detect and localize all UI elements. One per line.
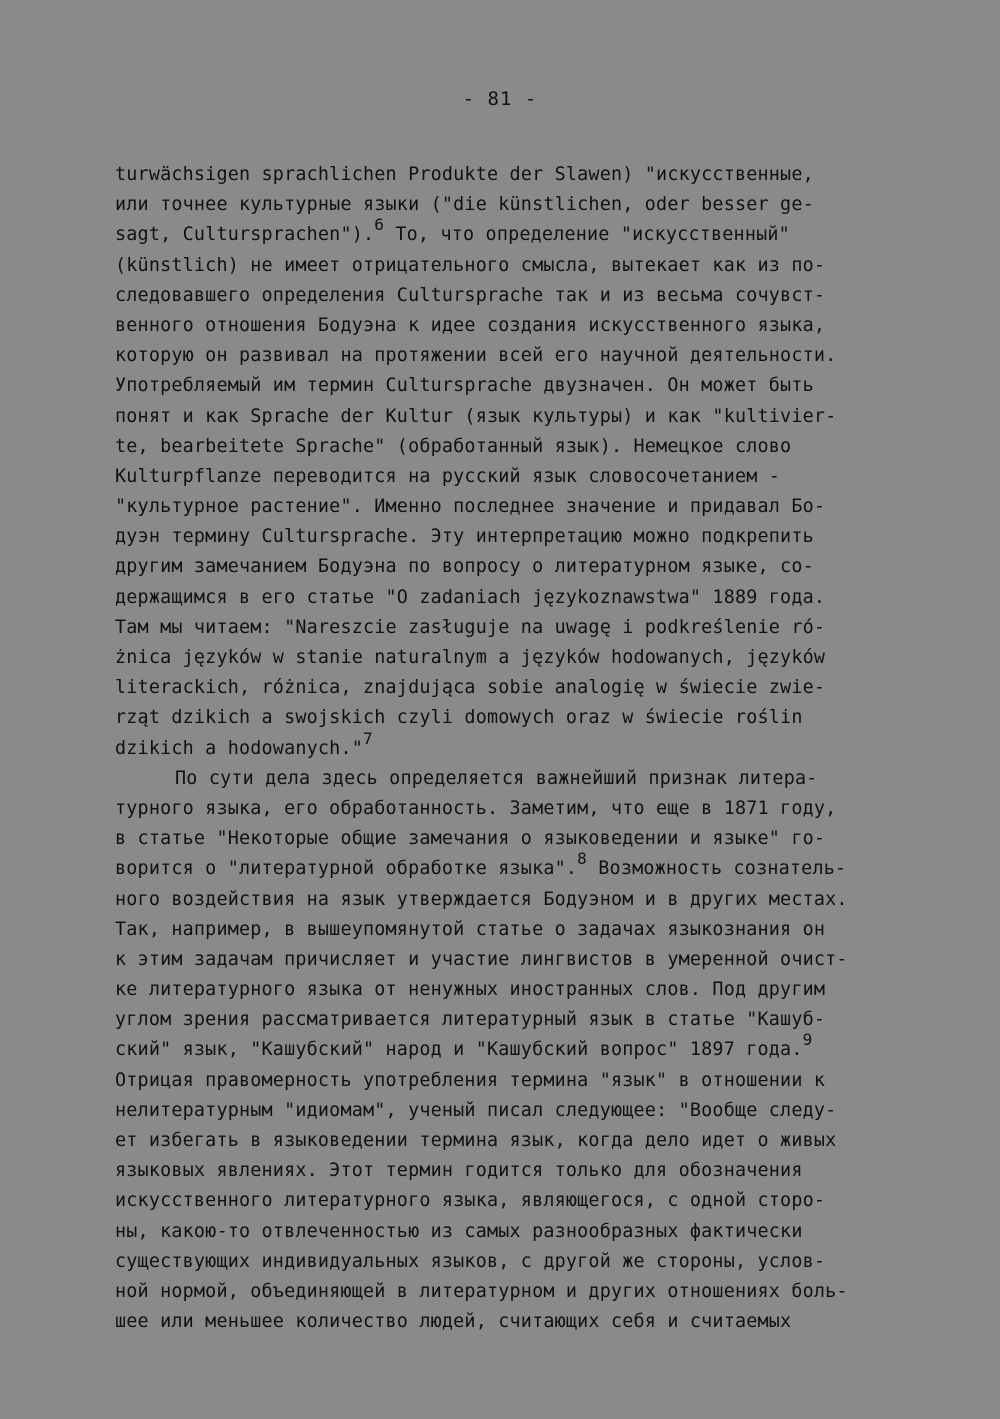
line-text: турного языка, его обработанность. Заметим, что еще в 1871 году, xyxy=(115,797,837,819)
line-text: нелитературным "идиомам", ученый писал следующее: "Вообще следу- xyxy=(115,1099,837,1121)
line-text: к этим задачам причисляет и участие лингвистов в умеренной очист- xyxy=(115,948,848,970)
line-text: или точнее культурные языки ("die künstlichen, oder besser ge- xyxy=(115,194,814,216)
footnote-marker: 7 xyxy=(363,728,373,748)
body-text xyxy=(115,160,905,1337)
text-line xyxy=(115,1126,905,1156)
text-line xyxy=(115,371,905,401)
line-text: ке литературного языка от ненужных иностранных слов. Под другим xyxy=(115,979,826,1001)
line-text-continuation: Возможность сознатель- xyxy=(587,858,847,880)
line-text: существующих индивидуальных языков, с другой же стороны, услов- xyxy=(115,1250,826,1272)
line-text: углом зрения рассматривается литературный язык в статье "Кашуб- xyxy=(115,1009,826,1031)
text-line xyxy=(115,1096,905,1126)
text-line xyxy=(115,1307,905,1337)
text-line xyxy=(115,583,905,613)
text-line xyxy=(115,522,905,552)
text-line xyxy=(115,703,905,733)
text-line xyxy=(115,251,905,281)
text-line xyxy=(115,402,905,432)
text-line xyxy=(115,945,905,975)
line-text: ной нормой, объединяющей в литературном и других отношениях боль- xyxy=(115,1280,848,1302)
text-line xyxy=(115,885,905,915)
text-line xyxy=(115,1277,905,1307)
text-line xyxy=(115,311,905,341)
text-line xyxy=(115,1066,905,1096)
text-line xyxy=(115,794,905,824)
line-text: te, bearbeitete Sprache" (обработанный язык). Немецкое слово xyxy=(115,435,792,457)
text-line xyxy=(115,728,905,764)
text-line xyxy=(115,160,905,190)
line-text: ский" язык, "Кашубский" народ и "Кашубский вопрос" 1897 года. xyxy=(115,1039,803,1061)
text-line xyxy=(115,1030,905,1065)
line-text: По сути дела здесь определяется важнейший признак литера- xyxy=(175,767,818,789)
text-line xyxy=(115,215,905,250)
text-line xyxy=(115,1156,905,1186)
text-line xyxy=(115,975,905,1005)
text-line xyxy=(115,462,905,492)
line-text: Так, например, в вышеупомянутой статье о задачах языкознания он xyxy=(115,918,826,940)
line-text: literackich, różnica, znajdująca sobie analogię w świecie zwie- xyxy=(115,677,826,699)
line-text: sagt, Cultursprachen"). xyxy=(115,224,375,246)
line-text: в статье "Некоторые общие замечания о языковедении и языке" го- xyxy=(115,828,826,850)
text-line xyxy=(115,764,905,794)
line-text: языковых явлениях. Этот термин годится только для обозначения xyxy=(115,1160,803,1182)
text-line xyxy=(115,1186,905,1216)
line-text: rząt dzikich a swojskich czyli domowych oraz w świecie roślin xyxy=(115,707,803,729)
line-text: turwächsigen sprachlichen Produkte der Slawen) "искусственные, xyxy=(115,164,814,185)
line-text: понят и как Sprache der Kultur (язык культуры) и как "kultivier- xyxy=(115,405,837,427)
line-text: искусственного литературного языка, являющегося, с одной сторо- xyxy=(115,1190,826,1212)
line-text: dzikich a hodowanych." xyxy=(115,737,363,759)
text-line xyxy=(115,281,905,311)
text-line xyxy=(115,1005,905,1035)
line-text: держащимся в его статье "O zadaniach językoznawstwa" 1889 года. xyxy=(115,586,826,608)
line-text: ет избегать в языковедении термина язык, когда дело идет о живых xyxy=(115,1130,837,1151)
text-line xyxy=(115,673,905,703)
page-number: - 81 - xyxy=(462,88,538,110)
text-line xyxy=(115,849,905,884)
text-line xyxy=(115,492,905,522)
text-line xyxy=(115,915,905,945)
line-text: другим замечанием Бодуэна по вопросу о литературном языке, со- xyxy=(115,556,814,578)
line-text: żnica języków w stanie naturalnym a języków hodowanych, języków xyxy=(115,647,826,668)
text-line xyxy=(115,643,905,673)
text-line xyxy=(115,341,905,371)
text-line xyxy=(115,190,905,220)
text-line xyxy=(115,824,905,854)
line-text: Отрицая правомерность употребления термина "язык" в отношении к xyxy=(115,1069,826,1091)
line-text: Употребляемый им термин Cultursprache двузначен. Он может быть xyxy=(115,375,814,397)
line-text: "культурное растение". Именно последнее значение и придавал Бо- xyxy=(115,496,826,518)
line-text: следовавшего определения Cultursprache так и из весьма сочувст- xyxy=(115,284,826,306)
line-text: которую он развивал на протяжении всей его научной деятельности. xyxy=(115,345,837,367)
footnote-marker: 8 xyxy=(577,849,587,869)
line-text: (künstlich) не имеет отрицательного смысла, вытекает как из по- xyxy=(115,254,826,276)
line-text: ного воздействия на язык утверждается Бодуэном и в других местах. xyxy=(115,888,848,910)
text-line xyxy=(115,1247,905,1277)
line-text: Kulturpflanze переводится на русский язык словосочетанием - xyxy=(115,465,781,487)
footnote-marker: 9 xyxy=(802,1030,813,1050)
line-text: Там мы читаем: "Nareszcie zasługuje na uwagę i podkreślenie ró- xyxy=(115,616,826,638)
line-text: дуэн термину Cultursprache. Эту интерпретацию можно подкрепить xyxy=(115,526,814,548)
line-text: шее или меньшее количество людей, считающих себя и считаемых xyxy=(115,1311,792,1333)
line-text: ны, какою-то отвлеченностью из самых разнообразных фактически xyxy=(115,1220,803,1242)
line-text: ворится о "литературной обработке языка". xyxy=(115,858,578,880)
text-line xyxy=(115,432,905,462)
text-line xyxy=(115,1217,905,1247)
footnote-marker: 6 xyxy=(374,215,385,235)
text-line xyxy=(115,613,905,643)
line-text: венного отношения Бодуэна к идее создания искусственного языка, xyxy=(115,314,826,336)
line-text-continuation: То, что определение "искусственный" xyxy=(384,224,790,246)
text-line xyxy=(115,552,905,582)
